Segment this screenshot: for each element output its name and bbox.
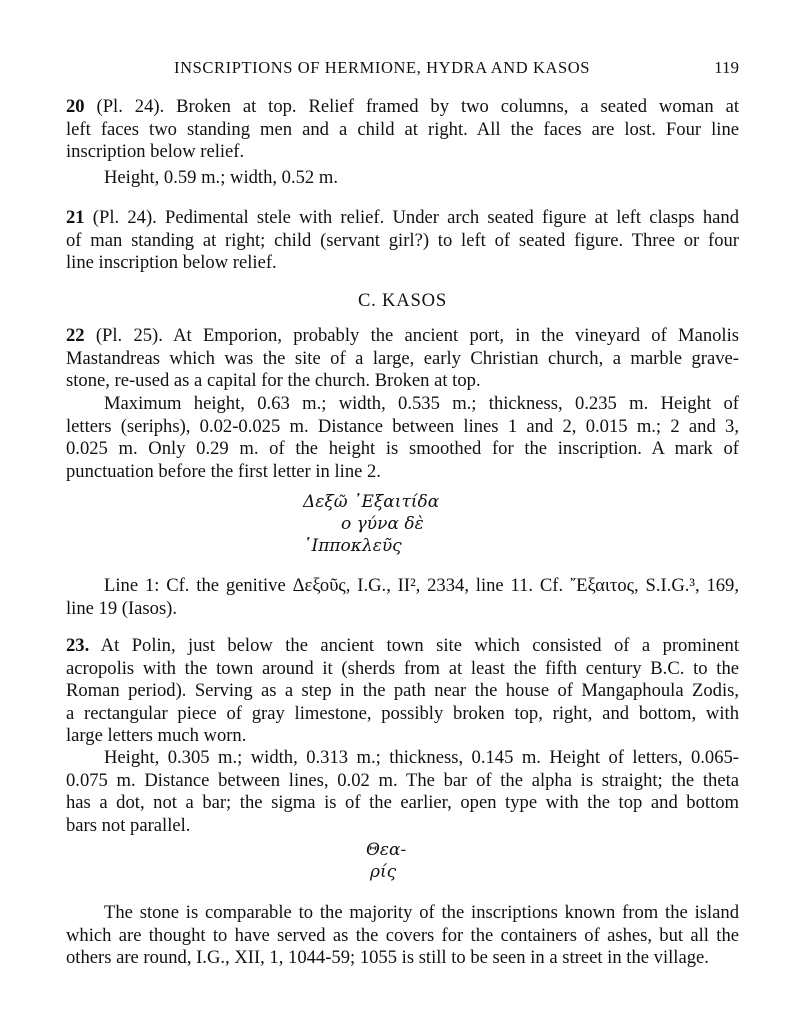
running-header [66, 58, 739, 82]
entry-22-note: Line 1: Cf. the genitive Δεξοῦς, I.G., II², 2334, line 11. Cf. ῎Εξαιτος, S.I.G.³, 169, line 19 (Iasos). [66, 575, 739, 619]
entry-number: 20 [66, 96, 85, 117]
inscription-line-2: ο γύνα δὲ [341, 514, 424, 534]
inscription-23-line-2: ρίς [370, 862, 397, 882]
entry-20-dimensions: Height, 0.59 m.; width, 0.52 m. [104, 167, 338, 188]
entry-number: 23. [66, 635, 90, 656]
entry-22-line-2: Mastandreas which was the site of a large, early Christian church, a marble grave- [66, 347, 739, 369]
entry-22-line-1: 22 (Pl. 25). At Emporion, probably the ancient port, in the vineyard of Manolis [66, 325, 739, 346]
entry-23-line-2: acropolis with the town around it (sherds from at least the fifth century B.C. to the [66, 657, 739, 679]
entry-20-line-1: 20 (Pl. 24). Broken at top. Relief framed by two columns, a seated woman at [66, 96, 739, 117]
entry-21 [66, 207, 739, 275]
entry-23-line-3: Roman period). Serving as a step in the path near the house of Mangaphoula Zodis, [66, 680, 739, 701]
entry-23-description: Height, 0.305 m.; width, 0.313 m.; thickness, 0.145 m. Height of letters, 0.065- 0.075 m. Distance between lines, 0.02 m. The bar of the alpha is straight; the theta has a dot, not a bar; the sigma is of the earlier, open type with the top and bottom bars not parallel. [66, 747, 739, 836]
entry-21-line-3: line inscription below relief. [66, 252, 277, 273]
entry-20-line-2: left faces two standing men and a child at right. All the faces are lost. Four line [66, 118, 739, 140]
running-head: INSCRIPTIONS OF HERMIONE, HYDRA AND KASOS [174, 58, 591, 77]
section-title: C. KASOS [357, 290, 448, 311]
inscription-23-line-1: Θεα- [366, 840, 407, 860]
closing-paragraph: The stone is comparable to the majority of the inscriptions known from the island which are thought to have served as the covers for the containers of ashes, but all the others are round, I.G., XII, 1, 1044-59; 1055 is still to be seen in a street in the village. [66, 902, 739, 968]
inscription-line-1: Δεξῶ ᾿Εξαιτίδα [303, 492, 440, 512]
entry-21-line-2: of man standing at right; child (servant girl?) to left of seated figure. Three or four [66, 229, 739, 251]
entry-22-description: Maximum height, 0.63 m.; width, 0.535 m.; thickness, 0.235 m. Height of letters (seriphs), 0.02-0.025 m. Distance between lines 1 and 2, 0.015 m.; 2 and 3, 0.025 m. Only 0.29 m. of the height is smoothed for the inscription. A mark of punctuation before the first letter in line 2. [66, 393, 739, 482]
page-number: 119 [714, 58, 739, 77]
entry-23-line-4: a rectangular piece of gray limestone, possibly broken top, right, and bottom, with [66, 702, 739, 724]
entry-20 [66, 96, 739, 164]
entry-21-line-1: 21 (Pl. 24). Pedimental stele with relief. Under arch seated figure at left clasps hand [66, 207, 739, 228]
entry-20-line-3: inscription below relief. [66, 141, 245, 162]
entry-23 [66, 635, 739, 748]
entry-23-line-1: 23. At Polin, just below the ancient town site which consisted of a prominent [66, 635, 739, 656]
entry-number: 21 [66, 207, 85, 228]
inscription-line-3: ῾Ιπποκλεῦς [303, 536, 402, 556]
entry-22-line-3: stone, re-used as a capital for the church. Broken at top. [66, 370, 481, 391]
entry-number: 22 [66, 325, 85, 346]
entry-22 [66, 325, 739, 393]
entry-23-line-5: large letters much worn. [66, 725, 247, 746]
